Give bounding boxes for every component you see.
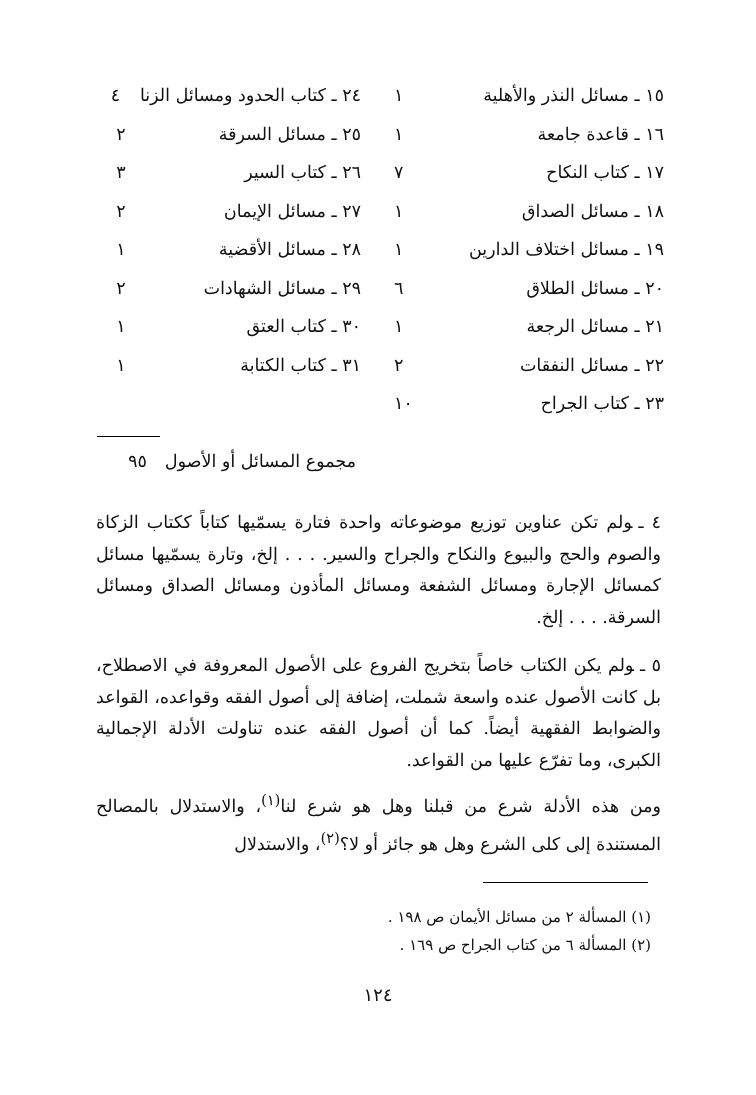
item-label: ١٧ ـ كتاب النكاح (546, 163, 664, 183)
item-count: ٢ (116, 278, 126, 299)
item-count: ٧ (394, 163, 404, 183)
paragraph-text: ومن هذه الأدلة شرع من قبلنا وهل هو شرع لنا (280, 796, 661, 817)
footnote: (١) المسألة ٢ من مسائل الأيمان ص ١٩٨ . (387, 908, 651, 926)
list-item (394, 125, 664, 164)
item-label: ٢٧ ـ مسائل الإيمان (223, 201, 361, 222)
item-count: ١ (116, 355, 126, 376)
list-item (91, 86, 361, 125)
footnote-ref: (٢) (320, 830, 340, 848)
paragraph-5 (96, 651, 661, 777)
paragraph-text: ولم تكن عناوين توزيع موضوعاته واحدة فتارة يسمّيها كتاباً ككتاب الزكاة والصوم والحج والبيوع والنكاح والجراح والسير. . . . إلخ، وتارة يسمّيها مسائل كمسائل الإجارة ومسائل الشفعة ومسائل المأذون ومسائل الصداق ومسائل السرقة. . . . إلخ. (96, 513, 661, 628)
list-item (91, 240, 361, 279)
total-value: ٩٥ (128, 452, 147, 472)
item-count: ١ (394, 86, 404, 106)
item-label: ١٨ ـ مسائل الصداق (521, 201, 664, 222)
item-label: ١٩ ـ مسائل اختلاف الدارين (468, 240, 664, 260)
item-label: ٣٠ ـ كتاب العتق (246, 317, 361, 337)
item-label: ٢٥ ـ مسائل السرقة (218, 124, 361, 145)
paragraph-6 (96, 785, 661, 862)
list-item (91, 125, 361, 164)
item-label: ٣١ ـ كتاب الكتابة (240, 355, 361, 376)
list-item (91, 356, 361, 395)
list-item (394, 279, 664, 318)
list-item (394, 86, 664, 125)
footnotes (91, 903, 651, 959)
item-count: ١ (394, 124, 404, 145)
footnote-divider (483, 882, 648, 883)
item-count: ١ (394, 240, 404, 260)
item-count: ١ (116, 240, 126, 260)
item-count: ٦ (394, 278, 404, 299)
item-count: ١ (116, 317, 126, 337)
topics-list-right (394, 86, 664, 433)
list-item (91, 279, 361, 318)
item-label: ٢١ ـ مسائل الرجعة (526, 317, 664, 337)
page-number: ١٢٤ (363, 985, 393, 1006)
item-label: ٢٨ ـ مسائل الأقضية (218, 240, 361, 260)
item-count: ٢ (116, 201, 126, 222)
item-label: ٢٤ ـ كتاب الحدود ومسائل الزنا (139, 86, 361, 106)
list-item (91, 317, 361, 356)
paragraph-text: ، والاستدلال (234, 835, 321, 856)
item-count: ٤ (110, 86, 121, 106)
paragraph-text: ولم يكن الكتاب خاصاً بتخريج الفروع على الأصول المعروفة في الاصطلاح، بل كانت الأصول عنده واسعة شملت، إضافة إلى أصول الفقه وقواعده، القواعد والضوابط الفقهية أيضاً. كما أن أصول الفقه عنده تناولت الأدلة الإجمالية الكبرى، وما تفرّع عليها من القواعد. (96, 656, 661, 771)
paragraph-text: ، والاستدلال بالمصالح المستندة إلى كلى الشرع وهل هو جائز أو لا؟ (96, 796, 661, 856)
total-line (128, 452, 356, 472)
item-count: ١ (394, 201, 404, 222)
total-label: مجموع المسائل أو الأصول (164, 452, 356, 472)
footnote: (٢) المسألة ٦ من كتاب الجراح ص ١٦٩ . (399, 936, 651, 954)
item-label: ١٥ ـ مسائل النذر والأهلية (483, 86, 664, 106)
topics-list-left (91, 86, 361, 394)
item-label: ٢٩ ـ مسائل الشهادات (203, 278, 361, 299)
item-count: ١ (394, 317, 404, 337)
list-item (394, 240, 664, 279)
paragraph-4 (96, 508, 661, 634)
item-count: ٢ (116, 124, 126, 145)
paragraph-marker: ٥ ـ (639, 656, 661, 676)
list-item (394, 317, 664, 356)
item-count: ٣ (116, 163, 126, 183)
list-item (394, 394, 664, 433)
paragraph-marker: ٤ ـ (638, 513, 661, 533)
item-count: ١٠ (394, 394, 413, 414)
list-item (394, 356, 664, 395)
list-item (394, 163, 664, 202)
item-label: ٢٦ ـ كتاب السير (244, 163, 361, 183)
footnote-ref: (١) (261, 792, 281, 809)
divider (97, 436, 160, 437)
item-label: ٢٢ ـ مسائل النفقات (519, 355, 664, 376)
item-label: ١٦ ـ قاعدة جامعة (537, 124, 664, 145)
list-item (394, 202, 664, 241)
item-count: ٢ (394, 355, 404, 376)
list-item (91, 202, 361, 241)
list-item (91, 163, 361, 202)
item-label: ٢٣ ـ كتاب الجراح (540, 394, 664, 414)
item-label: ٢٠ ـ مسائل الطلاق (526, 278, 664, 299)
